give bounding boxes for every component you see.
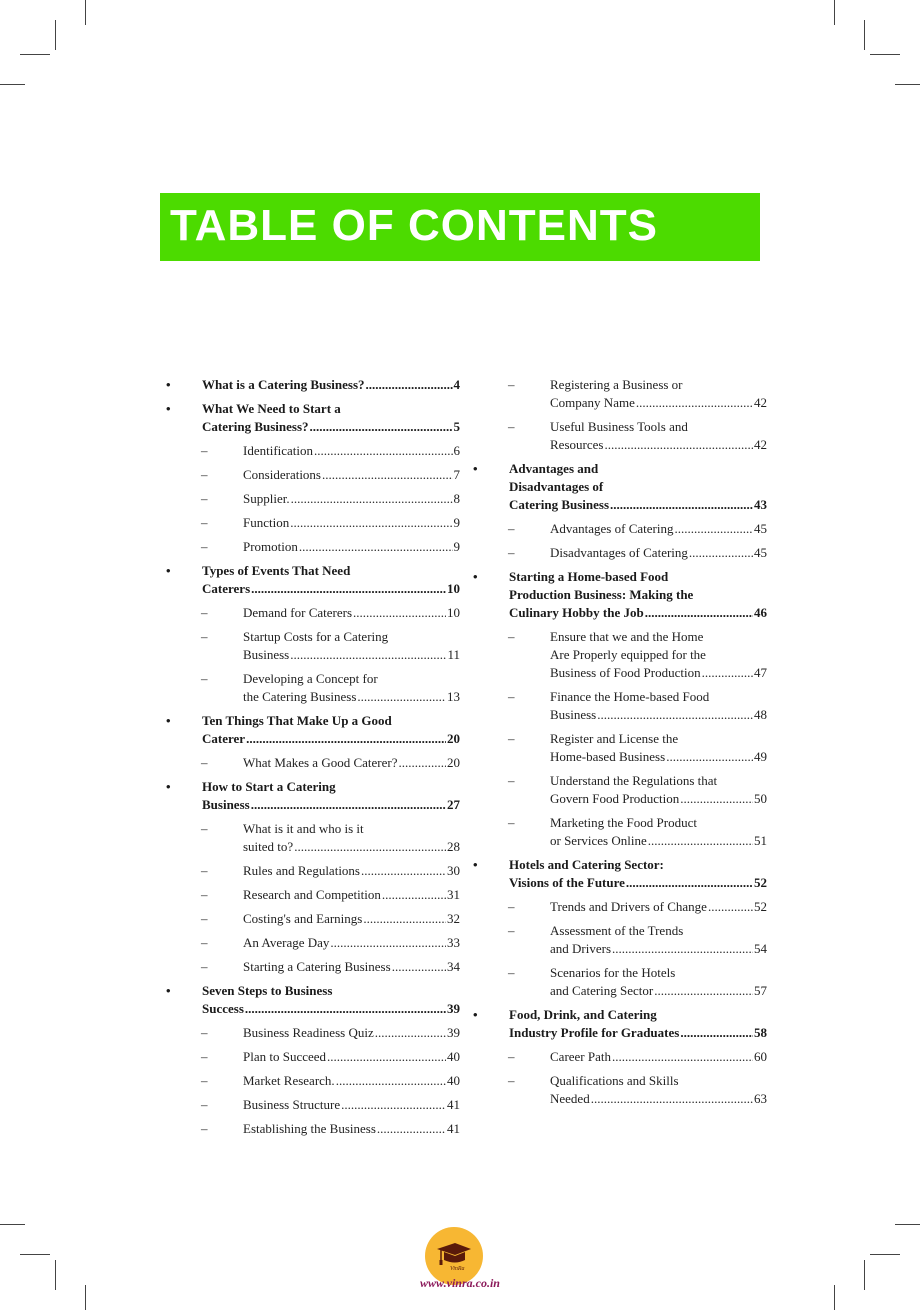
dot-leader bbox=[291, 490, 453, 508]
entry-title: Production Business: Making the bbox=[509, 587, 694, 602]
dot-leader bbox=[290, 514, 452, 532]
page-number: 45 bbox=[754, 521, 767, 536]
toc-section-entry[interactable] bbox=[467, 688, 767, 724]
toc-section-entry[interactable] bbox=[467, 1048, 767, 1066]
entry-title: Business of Food Production bbox=[550, 665, 701, 680]
dot-leader bbox=[610, 496, 753, 514]
entry-title: Business bbox=[202, 797, 250, 812]
toc-section-entry[interactable] bbox=[160, 934, 460, 952]
entry-title: Rules and Regulations bbox=[243, 863, 360, 878]
page-number: 40 bbox=[447, 1049, 460, 1064]
toc-section-entry[interactable] bbox=[160, 514, 460, 532]
dot-leader bbox=[702, 664, 753, 682]
page-number: 42 bbox=[754, 437, 767, 452]
dot-leader bbox=[314, 442, 452, 460]
entry-title: Catering Business? bbox=[202, 419, 309, 434]
dash-icon: – bbox=[508, 689, 515, 704]
entry-title: Business bbox=[550, 707, 597, 722]
entry-title: What We Need to Start a bbox=[202, 401, 341, 416]
dash-icon: – bbox=[201, 935, 208, 950]
entry-title: Home-based Business bbox=[550, 749, 666, 764]
toc-section-entry[interactable] bbox=[160, 1096, 460, 1114]
dot-leader bbox=[612, 1048, 753, 1066]
page-number: 5 bbox=[453, 419, 460, 434]
dash-icon: – bbox=[201, 1073, 208, 1088]
entry-title: Considerations bbox=[243, 467, 321, 482]
entry-title: What is a Catering Business? bbox=[202, 377, 365, 392]
dot-leader bbox=[666, 748, 753, 766]
dash-icon: – bbox=[201, 911, 208, 926]
dot-leader bbox=[612, 940, 753, 958]
dot-leader bbox=[392, 958, 446, 976]
entry-title: Register and License the bbox=[550, 731, 679, 746]
entry-title: What Makes a Good Caterer? bbox=[243, 755, 398, 770]
page-number: 50 bbox=[754, 791, 767, 806]
dot-leader bbox=[375, 1024, 446, 1042]
crop-mark bbox=[85, 1285, 86, 1310]
entry-title: or Services Online bbox=[550, 833, 647, 848]
crop-mark bbox=[55, 1260, 56, 1290]
website-url[interactable]: www.vinra.co.in bbox=[420, 1276, 500, 1290]
entry-title: Needed bbox=[550, 1091, 590, 1106]
dash-icon: – bbox=[508, 521, 515, 536]
toc-chapter-entry[interactable] bbox=[160, 712, 460, 748]
dot-leader bbox=[680, 1024, 753, 1042]
dash-icon: – bbox=[201, 491, 208, 506]
toc-section-entry[interactable] bbox=[160, 862, 460, 880]
entry-title: Success bbox=[202, 1001, 244, 1016]
toc-section-entry[interactable] bbox=[160, 754, 460, 772]
entry-title: Finance the Home-based Food bbox=[550, 689, 710, 704]
entry-title: Understand the Regulations that bbox=[550, 773, 718, 788]
entry-title: Market Research. bbox=[243, 1073, 335, 1088]
dot-leader bbox=[377, 1120, 446, 1138]
entry-title: Company Name bbox=[550, 395, 635, 410]
entry-title: Advantages of Catering bbox=[550, 521, 674, 536]
entry-title: Establishing the Business bbox=[243, 1121, 376, 1136]
dash-icon: – bbox=[201, 887, 208, 902]
toc-column-right bbox=[467, 376, 767, 1114]
dot-leader bbox=[353, 604, 446, 622]
dot-leader bbox=[330, 934, 446, 952]
entry-title: Marketing the Food Product bbox=[550, 815, 697, 830]
dash-icon: – bbox=[201, 539, 208, 554]
entry-title: Caterer bbox=[202, 731, 246, 746]
page-number: 10 bbox=[447, 581, 460, 596]
dot-leader bbox=[604, 436, 753, 454]
entry-title: Catering Business bbox=[509, 497, 610, 512]
page-number: 52 bbox=[754, 899, 767, 914]
dash-icon: – bbox=[201, 1121, 208, 1136]
dot-leader bbox=[591, 1090, 753, 1108]
dot-leader bbox=[648, 832, 753, 850]
page-number: 13 bbox=[447, 689, 460, 704]
dash-icon: – bbox=[201, 629, 208, 644]
entry-title: and Drivers bbox=[550, 941, 612, 956]
dash-icon: – bbox=[201, 1097, 208, 1112]
toc-chapter-entry[interactable] bbox=[160, 778, 460, 814]
toc-chapter-entry[interactable] bbox=[160, 400, 460, 436]
crop-mark bbox=[864, 1260, 865, 1290]
dash-icon: – bbox=[508, 419, 515, 434]
entry-title: Disadvantages of bbox=[509, 479, 604, 494]
crop-mark bbox=[0, 1224, 25, 1225]
toc-chapter-entry[interactable] bbox=[160, 376, 460, 394]
entry-title: Ten Things That Make Up a Good bbox=[202, 713, 392, 728]
entry-title: Useful Business Tools and bbox=[550, 419, 688, 434]
entry-title: Registering a Business or bbox=[550, 377, 683, 392]
toc-section-entry[interactable] bbox=[160, 466, 460, 484]
toc-column-left bbox=[160, 376, 460, 1144]
page-number: 20 bbox=[447, 731, 460, 746]
toc-section-entry[interactable] bbox=[160, 538, 460, 556]
page-number: 32 bbox=[447, 911, 460, 926]
crop-mark bbox=[55, 20, 56, 50]
dot-leader bbox=[294, 838, 446, 856]
dot-leader bbox=[708, 898, 753, 916]
dot-leader bbox=[251, 580, 446, 598]
page-number: 52 bbox=[754, 875, 767, 890]
entry-title: Identification bbox=[243, 443, 314, 458]
entry-title: Seven Steps to Business bbox=[202, 983, 333, 998]
dot-leader bbox=[689, 544, 753, 562]
toc-section-entry[interactable] bbox=[160, 442, 460, 460]
entry-title: Supplier. bbox=[243, 491, 290, 506]
page-title: TABLE OF CONTENTS bbox=[170, 201, 658, 250]
title-banner bbox=[160, 193, 760, 261]
dot-leader bbox=[322, 466, 453, 484]
toc-chapter-entry[interactable] bbox=[467, 1006, 767, 1042]
toc-section-entry[interactable] bbox=[160, 670, 460, 706]
entry-title: Scenarios for the Hotels bbox=[550, 965, 676, 980]
dot-leader bbox=[361, 862, 446, 880]
entry-title: Plan to Succeed bbox=[243, 1049, 327, 1064]
dot-leader bbox=[636, 394, 753, 412]
page-number: 9 bbox=[453, 515, 460, 530]
dash-icon: – bbox=[508, 965, 515, 980]
dot-leader bbox=[363, 910, 446, 928]
page-number: 8 bbox=[453, 491, 460, 506]
page-number: 9 bbox=[453, 539, 460, 554]
toc-section-entry[interactable] bbox=[467, 730, 767, 766]
toc-chapter-entry[interactable] bbox=[160, 982, 460, 1018]
entry-title: and Catering Sector bbox=[550, 983, 654, 998]
dot-leader bbox=[341, 1096, 446, 1114]
dot-leader bbox=[654, 982, 753, 1000]
entry-title: Function bbox=[243, 515, 290, 530]
entry-title: Disadvantages of Catering bbox=[550, 545, 688, 560]
toc-section-entry[interactable] bbox=[467, 520, 767, 538]
entry-title: Starting a Catering Business bbox=[243, 959, 391, 974]
crop-mark bbox=[834, 1285, 835, 1310]
dot-leader bbox=[626, 874, 753, 892]
page-number: 49 bbox=[754, 749, 767, 764]
entry-title: Startup Costs for a Catering bbox=[243, 629, 389, 644]
entry-title: Resources bbox=[550, 437, 604, 452]
toc-section-entry[interactable] bbox=[467, 544, 767, 562]
crop-mark bbox=[0, 84, 25, 85]
dash-icon: – bbox=[508, 815, 515, 830]
toc-section-entry[interactable] bbox=[160, 1024, 460, 1042]
toc-chapter-entry[interactable] bbox=[467, 460, 767, 514]
page-number: 51 bbox=[754, 833, 767, 848]
page-number: 34 bbox=[447, 959, 460, 974]
toc-section-entry[interactable] bbox=[160, 1072, 460, 1090]
page-number: 33 bbox=[447, 935, 460, 950]
dash-icon: – bbox=[508, 899, 515, 914]
page-number: 20 bbox=[447, 755, 460, 770]
entry-title: Culinary Hobby the Job bbox=[509, 605, 644, 620]
dot-leader bbox=[245, 1000, 446, 1018]
entry-title: Food, Drink, and Catering bbox=[509, 1007, 657, 1022]
page-number: 54 bbox=[754, 941, 767, 956]
dash-icon: – bbox=[201, 443, 208, 458]
entry-title: Industry Profile for Graduates bbox=[509, 1025, 680, 1040]
toc-chapter-entry[interactable] bbox=[467, 568, 767, 622]
graduation-cap-icon bbox=[433, 1235, 475, 1277]
dot-leader bbox=[680, 790, 753, 808]
toc-section-entry[interactable] bbox=[160, 958, 460, 976]
page-number: 57 bbox=[754, 983, 767, 998]
bullet-icon: • bbox=[166, 377, 171, 392]
page-number: 45 bbox=[754, 545, 767, 560]
bullet-icon: • bbox=[166, 779, 171, 794]
crop-mark bbox=[895, 84, 920, 85]
dot-leader bbox=[645, 604, 753, 622]
dash-icon: – bbox=[201, 1025, 208, 1040]
dot-leader bbox=[674, 520, 753, 538]
page-number: 47 bbox=[754, 665, 767, 680]
dot-leader bbox=[399, 754, 447, 772]
crop-mark bbox=[870, 54, 900, 55]
entry-title: Caterers bbox=[202, 581, 251, 596]
entry-title: Advantages and bbox=[509, 461, 599, 476]
toc-section-entry[interactable] bbox=[467, 1072, 767, 1108]
entry-title: Costing's and Earnings bbox=[243, 911, 363, 926]
toc-section-entry[interactable] bbox=[160, 604, 460, 622]
entry-title: Developing a Concept for bbox=[243, 671, 378, 686]
dot-leader bbox=[299, 538, 453, 556]
bullet-icon: • bbox=[473, 569, 478, 584]
entry-title: the Catering Business bbox=[243, 689, 357, 704]
dot-leader bbox=[366, 376, 453, 394]
page-number: 6 bbox=[453, 443, 460, 458]
toc-section-entry[interactable] bbox=[467, 418, 767, 454]
dot-leader bbox=[357, 688, 446, 706]
dash-icon: – bbox=[508, 1073, 515, 1088]
bullet-icon: • bbox=[166, 401, 171, 416]
toc-chapter-entry[interactable] bbox=[467, 856, 767, 892]
page-number: 46 bbox=[754, 605, 767, 620]
bullet-icon: • bbox=[473, 461, 478, 476]
toc-chapter-entry[interactable] bbox=[160, 562, 460, 598]
entry-title: Ensure that we and the Home bbox=[550, 629, 704, 644]
toc-section-entry[interactable] bbox=[160, 820, 460, 856]
crop-mark bbox=[895, 1224, 920, 1225]
crop-mark bbox=[834, 0, 835, 25]
dot-leader bbox=[310, 418, 453, 436]
dash-icon: – bbox=[508, 773, 515, 788]
crop-mark bbox=[85, 0, 86, 25]
dash-icon: – bbox=[201, 467, 208, 482]
bullet-icon: • bbox=[473, 1007, 478, 1022]
dash-icon: – bbox=[201, 755, 208, 770]
toc-section-entry[interactable] bbox=[467, 964, 767, 1000]
toc-section-entry[interactable] bbox=[160, 490, 460, 508]
page-number: 39 bbox=[447, 1025, 460, 1040]
dot-leader bbox=[336, 1072, 446, 1090]
toc-section-entry[interactable] bbox=[160, 628, 460, 664]
dash-icon: – bbox=[201, 863, 208, 878]
crop-mark bbox=[870, 1254, 900, 1255]
page-number: 41 bbox=[447, 1121, 460, 1136]
toc-section-entry[interactable] bbox=[160, 1120, 460, 1138]
entry-title: Business bbox=[243, 647, 290, 662]
dash-icon: – bbox=[508, 1049, 515, 1064]
dot-leader bbox=[382, 886, 446, 904]
entry-title: Qualifications and Skills bbox=[550, 1073, 679, 1088]
toc-section-entry[interactable] bbox=[467, 628, 767, 682]
dash-icon: – bbox=[508, 545, 515, 560]
toc-section-entry[interactable] bbox=[160, 886, 460, 904]
crop-mark bbox=[20, 54, 50, 55]
dash-icon: – bbox=[201, 1049, 208, 1064]
page-number: 41 bbox=[447, 1097, 460, 1112]
toc-section-entry[interactable] bbox=[160, 1048, 460, 1066]
entry-title: Starting a Home-based Food bbox=[509, 569, 669, 584]
bullet-icon: • bbox=[166, 983, 171, 998]
page-number: 11 bbox=[447, 647, 460, 662]
entry-title: An Average Day bbox=[243, 935, 330, 950]
page-number: 63 bbox=[754, 1091, 767, 1106]
dot-leader bbox=[251, 796, 446, 814]
entry-title: Assessment of the Trends bbox=[550, 923, 684, 938]
toc-section-entry[interactable] bbox=[467, 922, 767, 958]
page-number: 4 bbox=[453, 377, 460, 392]
svg-text:VinRa: VinRa bbox=[450, 1266, 465, 1272]
entry-title: What is it and who is it bbox=[243, 821, 364, 836]
dot-leader bbox=[290, 646, 446, 664]
toc-section-entry[interactable] bbox=[467, 814, 767, 850]
page-number: 42 bbox=[754, 395, 767, 410]
page-number: 39 bbox=[447, 1001, 460, 1016]
page-number: 28 bbox=[447, 839, 460, 854]
toc-section-entry[interactable] bbox=[160, 910, 460, 928]
dash-icon: – bbox=[508, 731, 515, 746]
dash-icon: – bbox=[201, 671, 208, 686]
dash-icon: – bbox=[508, 377, 515, 392]
crop-mark bbox=[864, 20, 865, 50]
page-number: 40 bbox=[447, 1073, 460, 1088]
page-number: 27 bbox=[447, 797, 460, 812]
entry-title: How to Start a Catering bbox=[202, 779, 336, 794]
entry-title: Visions of the Future bbox=[509, 875, 625, 890]
crop-mark bbox=[20, 1254, 50, 1255]
entry-title: suited to? bbox=[243, 839, 294, 854]
entry-title: Demand for Caterers bbox=[243, 605, 353, 620]
page-number: 48 bbox=[754, 707, 767, 722]
dash-icon: – bbox=[201, 515, 208, 530]
dash-icon: – bbox=[201, 959, 208, 974]
page-number: 7 bbox=[453, 467, 460, 482]
toc-section-entry[interactable] bbox=[467, 376, 767, 412]
entry-title: Promotion bbox=[243, 539, 298, 554]
entry-title: Govern Food Production bbox=[550, 791, 680, 806]
entry-title: Hotels and Catering Sector: bbox=[509, 857, 664, 872]
toc-section-entry[interactable] bbox=[467, 898, 767, 916]
dash-icon: – bbox=[201, 605, 208, 620]
entry-title: Research and Competition bbox=[243, 887, 381, 902]
dash-icon: – bbox=[508, 923, 515, 938]
dot-leader bbox=[327, 1048, 446, 1066]
dash-icon: – bbox=[508, 629, 515, 644]
dash-icon: – bbox=[201, 821, 208, 836]
page-number: 10 bbox=[447, 605, 460, 620]
page-number: 58 bbox=[754, 1025, 767, 1040]
bullet-icon: • bbox=[166, 713, 171, 728]
dot-leader bbox=[246, 730, 446, 748]
page-number: 43 bbox=[754, 497, 767, 512]
entry-title: Trends and Drivers of Change bbox=[550, 899, 707, 914]
toc-section-entry[interactable] bbox=[467, 772, 767, 808]
entry-title: Types of Events That Need bbox=[202, 563, 351, 578]
bullet-icon: • bbox=[166, 563, 171, 578]
entry-title: Business Readiness Quiz bbox=[243, 1025, 374, 1040]
bullet-icon: • bbox=[473, 857, 478, 872]
page-number: 31 bbox=[447, 887, 460, 902]
entry-title: Career Path bbox=[550, 1049, 612, 1064]
page-number: 30 bbox=[447, 863, 460, 878]
entry-title: Business Structure bbox=[243, 1097, 341, 1112]
entry-title: Are Properly equipped for the bbox=[550, 647, 706, 662]
dot-leader bbox=[597, 706, 753, 724]
page-number: 60 bbox=[754, 1049, 767, 1064]
